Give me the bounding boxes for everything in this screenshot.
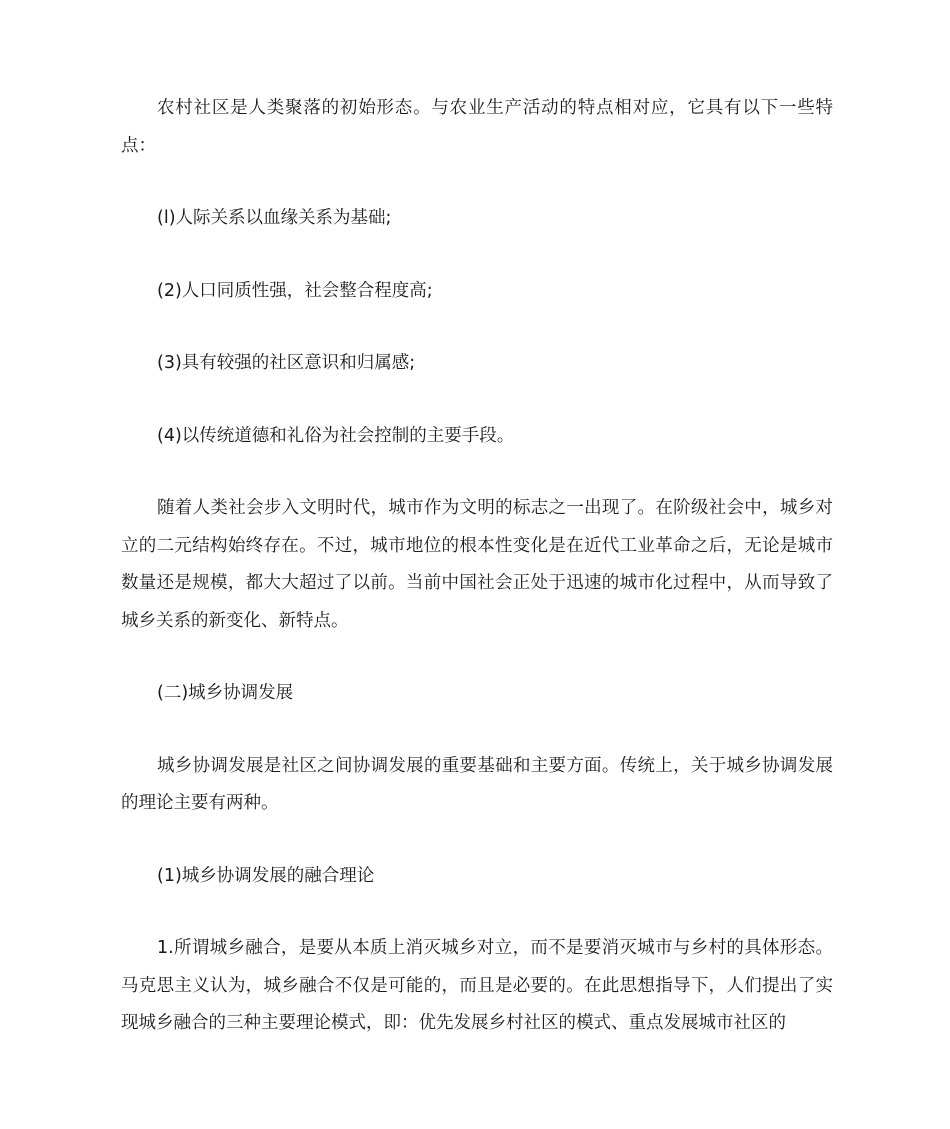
subheading-integration-theory: (1)城乡协调发展的融合理论 xyxy=(157,865,375,886)
list-item-homogeneity: (2)人口同质性强，社会整合程度高; xyxy=(157,280,433,301)
paragraph-coordinated-development: 城乡协调发展是社区之间协调发展的重要基础和主要方面。传统上，关于城乡协调发展的理论主要有两种。 xyxy=(121,755,833,813)
list-item-traditional-morality: (4)以传统道德和礼俗为社会控制的主要手段。 xyxy=(157,425,515,446)
list-item-blood-relations: (l)人际关系以血缘关系为基础; xyxy=(157,208,392,228)
paragraph-rural-community-intro: 农村社区是人类聚落的初始形态。与农业生产活动的特点相对应，它具有以下一些特点： xyxy=(121,98,833,156)
paragraph-integration-theory: 1.所谓城乡融合，是要从本质上消灭城乡对立，而不是要消灭城市与乡村的具体形态。马克思主义认为，城乡融合不仅是可能的，而且是必要的。在此思想指导下，人们提出了实现城乡融合的三种主要理论模式，即：优先发展乡村社区的模式、重点发展城市社区的 xyxy=(121,938,833,1033)
document-body xyxy=(121,90,833,1078)
paragraph-urbanization: 随着人类社会步入文明时代，城市作为文明的标志之一出现了。在阶级社会中，城乡对立的二元结构始终存在。不过，城市地位的根本性变化是在近代工业革命之后，无论是城市数量还是规模，都大大超过了以前。当前中国社会正处于迅速的城市化过程中，从而导致了城乡关系的新变化、新特点。 xyxy=(121,498,833,631)
list-item-community-awareness: (3)具有较强的社区意识和归属感; xyxy=(157,353,416,373)
section-heading-coordinated-development: (二)城乡协调发展 xyxy=(157,683,294,703)
